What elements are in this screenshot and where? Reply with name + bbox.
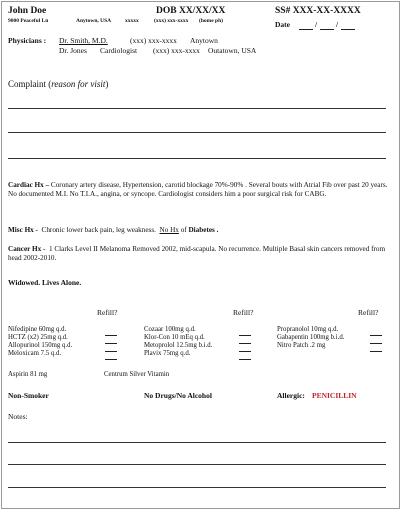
patient-form [1,1,400,509]
allergy-value: PENICILLIN [312,391,357,400]
secondary-physician-name: Dr. Jones [59,46,87,55]
med-item: Cozaar 100mg q.d. [144,326,196,333]
refill-blank[interactable] [105,343,117,344]
date-separator: / [336,20,339,29]
med-item: Plavix 75mg q.d. [144,350,191,357]
refill-blank[interactable] [239,335,251,336]
patient-ssn: SS# XXX-XX-XXXX [275,6,361,16]
date-separator: / [315,20,318,29]
patient-dob: DOB XX/XX/XX [156,6,226,16]
refill-blank[interactable] [370,351,382,352]
refill-blank[interactable] [105,335,117,336]
physicians-label: Physicians : [8,36,47,45]
refill-header-3: Refill? [358,308,379,317]
med-item: Gabapentin 100mg b.i.d. [277,334,345,341]
refill-header-2: Refill? [233,308,254,317]
med-item: Meloxicam 7.5 q.d. [8,350,62,357]
otc-med: Aspirin 81 mg [8,371,48,378]
notes-line[interactable] [8,442,386,443]
refill-blank[interactable] [105,359,117,360]
refill-blank[interactable] [239,359,251,360]
refill-blank[interactable] [105,351,117,352]
complaint-label: Complaint (reason for visit) [8,79,109,89]
complaint-line[interactable] [8,132,386,133]
patient-name: John Doe [8,6,47,16]
date-month-blank[interactable] [299,29,313,30]
refill-blank[interactable] [370,335,382,336]
med-item: Propranolol 10mg q.d. [277,326,339,333]
allergic-label: Allergic: [277,391,305,400]
patient-zip: xxxxx [125,18,139,24]
otc-med: Centrum Silver Vitamin [104,371,170,378]
patient-city: Anytown, USA [76,18,112,24]
primary-physician-city: Anytown [190,36,218,45]
secondary-physician-specialty: Cardiologist [100,46,138,55]
notes-line[interactable] [8,464,386,465]
date-year-blank[interactable] [341,29,355,30]
secondary-physician-phone: (xxx) xxx-xxxx [153,46,200,55]
notes-label: Notes: [8,412,28,421]
refill-header-1: Refill? [97,308,118,317]
date-label: Date [275,20,290,29]
med-item: Nitro Patch .2 mg [277,342,326,349]
refill-blank[interactable] [239,343,251,344]
misc-history: Misc Hx - Chronic lower back pain, leg weakness. No Hx of Diabetes . [8,226,219,234]
med-item: Nifedipine 60mg q.d. [8,326,67,333]
med-item: Allopurinol 150mg q.d. [8,342,73,349]
med-item: Metoprolol 12.5mg b.i.d. [144,342,213,349]
complaint-line[interactable] [8,158,386,159]
patient-phone-note: (home ph) [199,18,223,24]
drugs-alcohol-status: No Drugs/No Alcohol [144,391,212,400]
secondary-physician-city: Outatown, USA [208,46,257,55]
cancer-history: Cancer Hx - 1 Clarks Level II Melanoma Removed 2002, mid-scapula. No recurrence. Multiple Basal skin cancers removed from head 2002-2010. [8,245,386,262]
date-day-blank[interactable] [320,29,334,30]
social-history: Widowed. Lives Alone. [8,278,82,287]
complaint-line[interactable] [8,108,386,109]
refill-blank[interactable] [370,343,382,344]
notes-line[interactable] [8,487,386,488]
cardiac-history: Cardiac Hx – Coronary artery disease, Hypertension, carotid blockage 70%-90% . Several bouts with Atrial Fib over past 20 years. No documented M.I. No T.I.A., angina, or syncope. Cardiologist considers him a poor surgical risk for CABG. [8,181,388,198]
med-item: Klor-Con 10 mEq q.d. [144,334,205,341]
smoking-status: Non-Smoker [8,391,49,400]
patient-address: 9000 Peaceful Ln [8,18,49,24]
primary-physician-name: Dr. Smith, M.D. [59,36,108,45]
refill-blank[interactable] [239,351,251,352]
primary-physician-phone: (xxx) xxx-xxxx [130,36,177,45]
med-item: HCTZ (x2) 25mg q.d. [8,334,68,341]
patient-phone: (xxx) xxx-xxxx [154,18,189,24]
